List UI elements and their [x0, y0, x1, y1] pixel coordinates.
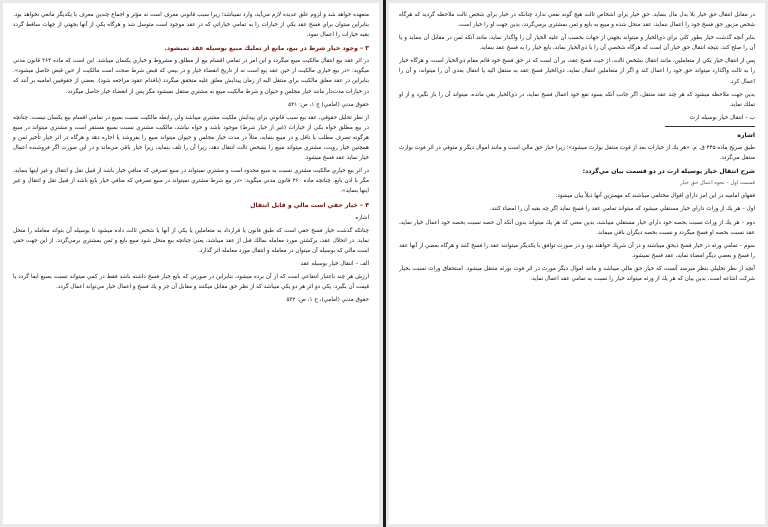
citation: حقوق مدني (امامي) ج ۱، ص: ۵۳۱	[288, 101, 369, 108]
citation: حقوق مدني (امامي)، ج ۱، ص: ۵۳۲	[286, 297, 369, 304]
divider-rule	[665, 126, 755, 127]
paragraph: پس از انتقال خيار يكي از متعاملين، مانند انتقال بشخص ثالث، از حيث فسخ عقد، بر آن است كه در حق فسخ خود قائم مقام ذي‌الخيار است، و هرگاه خيار را به ثالث واگذارد ميتواند حق خود را اعمال كند و اگر از متعاملين انتقال نمايد، ذي‌الخيار فسخ عقد به منتقل اليه يا انتقال بعدي آن را ميتواند، و آن را اعمال كرد.	[399, 58, 755, 85]
subheading: الف – انتقال خيار بوسيله عقد	[300, 260, 369, 267]
paragraph: طبق صريح ماده ۴۴۵ ق. م. «هر يك از خيارات بعد از فوت منتقل بوارث ميشود»؛ زيرا خيار حق مالي است و مانند اموال ديگر و متوفي در اثر فوت بوارث منتقل مي‌گردد.	[399, 144, 755, 162]
paragraph: متعهده خواهد شد و لزوم علق عديده لازم مي‌آيد، وارد نميباشد؛ زيرا سبب قانوني معرف است نه مؤثر و اجماع چندين معرف با يكديگر مانعي نخواهد بود. بنابراين ميتوان براي فسخ عقد يكي از خيارات را به تمامي خياراتي كه در عقد موجود است متوسل شد و هرگاه يكي از آنها بجهتي از جهات ساقط گردد بقيه خيارات را اعمال نمود.	[13, 12, 369, 39]
paragraph: ارزش هر چند باعتبار انتفاعي است كه از آن برده ميشود، بنابراين در صورتي كه بايع خيار فسخ داشته باشد فقط در كمي ميتواند نسبت بمبيع ايفا گردد يا قيمت آن بگيرد. يكي دو اثر هر دو يكي ميباشد كه از نظر حق مقابل ميكنند و مقابل آن جز و يك فسخ و اعمال خيار مي‌تواند اعمال گردد.	[13, 273, 369, 291]
paragraph: در اثر بيع خياري مالكيت مشتري نسبت به مبيع محدود است و مشتري نميتواند در مبيع تصرفي كه منافي خيار باشد از قبيل نقل و انتقال و غير اينها بنمايد، مگر با اذن بايع. چنانچه ماده ۴۶۰ قانون مدني ميگويد: «در بيع شرط مشتري نميتواند در مبيع تصرفي كه منافي خيار بايع باشد از قبيل نقل و انتقال و غير اينها بنمايد».	[13, 168, 370, 195]
paragraph: بدين جهت ملاحظه ميشود كه هر چند عقد منتقل، اگر جانب آنكه بسود نفع خود اعمال فسخ نمايد، در ذي‌الخيار بقي مانده، ميتواند آن را باز بگيرد و از او تملك نمايد.	[399, 91, 755, 108]
paragraph: از نظر تحليل حقوقي، عقد بيع سبب قانوني براي پيدايش ملكيت مشتري ميباشد ولي رابطه مالكيت نسبت بمبيع در تمامي اقسام بيع يكسان نيست، چنانچه در بيع مطلق خواه يكي از خيارات (غير از خيار شرط) موجود باشد و خواه نباشد، مالكيت مشتري نسبت بمبيع مستقر است و مشتري ميتواند در مبيع هرگونه تصرف مطلب يا ناقل و در مبيع بنمايد، مثلاً در مدت خيار مجلس و حيوان ميتواند مبيع را بفروشد يا اجاره دهد و هرگاه در اثر خيار تأخير ثمن و همچنين خيار رويت، مشتري ميتواند مبيع را بشخص ثالث انتقال دهد، زيرا آن را تلف بنمايد، زيرا خيار باقي مي‌ماند و در اين صورت اگر فروشنده اعمال خيار نمايد عقد فسخ ميشود.	[13, 114, 369, 162]
paragraph: اول – هر يك از وراث داراي خيار مستقلي ميشود كه ميتواند تمامي عقد را فسخ نمايد اگر چه بقيه آن را امضاء كنند.	[489, 206, 755, 213]
paragraph: بنابر آنچه گذشت خيار بطور كلي براي ذي‌الخيار و ميتواند بجهتي از جهات بحسب آن عليه الخيار آن را واگذار نمايد، مانند آنكه ثمن در مقابل آن بنمايد و يا آن را صلح كند، نتيجه انتقال حق خيار آن است كه هرگاه شخصي آن را با ذي‌الخيار بماند، بايع خيار را به فسخ عقد بنمايد.	[399, 35, 755, 52]
paragraph: فقهاي اماميه در اين امر داراي اقوال مختلفي ميباشند كه مهمترين آنها ذيلاً بيان ميشود:	[555, 193, 755, 200]
section-heading: ۴ – خيار حقي است مالي و قابل انتقال	[250, 201, 369, 209]
paragraph: چنانكه گذشت خيار فسخ حقي است كه طبق قانون يا قرارداد به متعاملين يا يكي از آنها يا شخص ثالث داده ميشود تا بوسيله آن بتواند معامله را منحل نمايد. در انحلال عقد، بركشتن مورد معامله بمالك قبل از عقد ميباشد، يعني چنانچه بيع منحل شود مبيع بايع و ثمن بمشتري برمي‌گردد. از اين جهت حقي است مالي كه بوسيله آن ميتوان در معامله و انتقال مورد معامله اثر گذارد.	[13, 227, 369, 254]
paragraph: سوم – تمامي ورثه در خيار فسخ ذيحق ميباشند و در آن شريك خواهند بود و در صورت توافق با يكديگر ميتوانند عقد را فسخ كنند و هرگاه بعضي از آنها عقد را فسخ و بعضي ديگر امضاء نمايد، عقد فسخ نميشود.	[399, 242, 755, 259]
right-page	[389, 3, 765, 524]
paragraph: آنچه از نظر تحليلي بنظر ميرسد آنست كه خيار حق مالي ميباشد و مانند اموال ديگر مورث در اثر فوت بورثه منتقل ميشود. استحقاق وراث نسبت بخيار شركت اشاعه است، بدين بيان كه هر يك از ورثه ميتواند خيار را نسبت به تمامي عقد اعمال نمايد.	[399, 265, 755, 282]
paragraph: دوم – هر يك از وراث نسبت بحصه خود داراي خيار مستقلي ميباشد، بدين معني كه هر يك ميتواند بدون آنكه آن حصه نسبت بحصه خود اعمال خيار نمايد، عقد نسبت بحصه او فسخ ميگردد و نسبت بحصه ديگران باقي ميماند.	[399, 219, 755, 236]
section-heading: شرح انتقال خيار بوسيله ارث در دو قسمت بيان مي‌گردد:	[582, 168, 755, 176]
subheading: اشاره	[737, 131, 755, 139]
subheading: اشاره	[355, 214, 369, 221]
small-note: قسمت اول – نحوه اعمال حق خيار	[680, 180, 755, 187]
subheading: ب – انتقال خيار بوسيله ارث	[689, 114, 755, 121]
section-heading: ۳ – وجود خيار شرط در بيع، مانع از تمليك مبيع بوسيله عقد نميشود.	[164, 45, 369, 53]
paragraph: در اثر عقد بيع انتقال مالكيت مبيع ميگردد و اين امر در تمامي اقسام بيع از مطلق و مشروط و خياري يكسان ميباشد. اين است كه ماده ۳۶۴ قانون مدني ميگويد: «در بيع خياري مالكيت از حين عقد بيع است نه از تاريخ انقضاء خيار و در بيعي كه قبض شرط صحت است مالكيت از حين قبض حاصل ميشود». بنابراين در عقد معلق مالكيت براي منتقل اليه از زمان پيدايش معلق عليه متحقق ميگردد (باقدام عقود مراجعه شود). بعضي از حقوقيين اماميه بر آنند كه در خيارات مدت‌دار مانند خيار مجلس و حيوان و شرط مالكيت مبيع به مشتري منتقل نميشود مگر پس از انقضاء خيار حاصل ميگردد.	[13, 58, 369, 95]
left-page	[3, 3, 379, 524]
page-gutter	[383, 0, 386, 527]
paragraph: در مقابل انتقال حق خيار بلا بدل مال بنمايد. حق خيار براي اشخاص ثالث هيچ گونه نفعي ندارد چنانكه در خيار براي شخص ثالث ملاحظه گرديد كه هرگاه شخص مزبور حق فسخ خود را اعمال بنمايد، عقد منحل شده و مبيع به بايع و ثمن بمشتري برمي‌گردد، بدين جهت او را خيار است.	[399, 12, 755, 29]
